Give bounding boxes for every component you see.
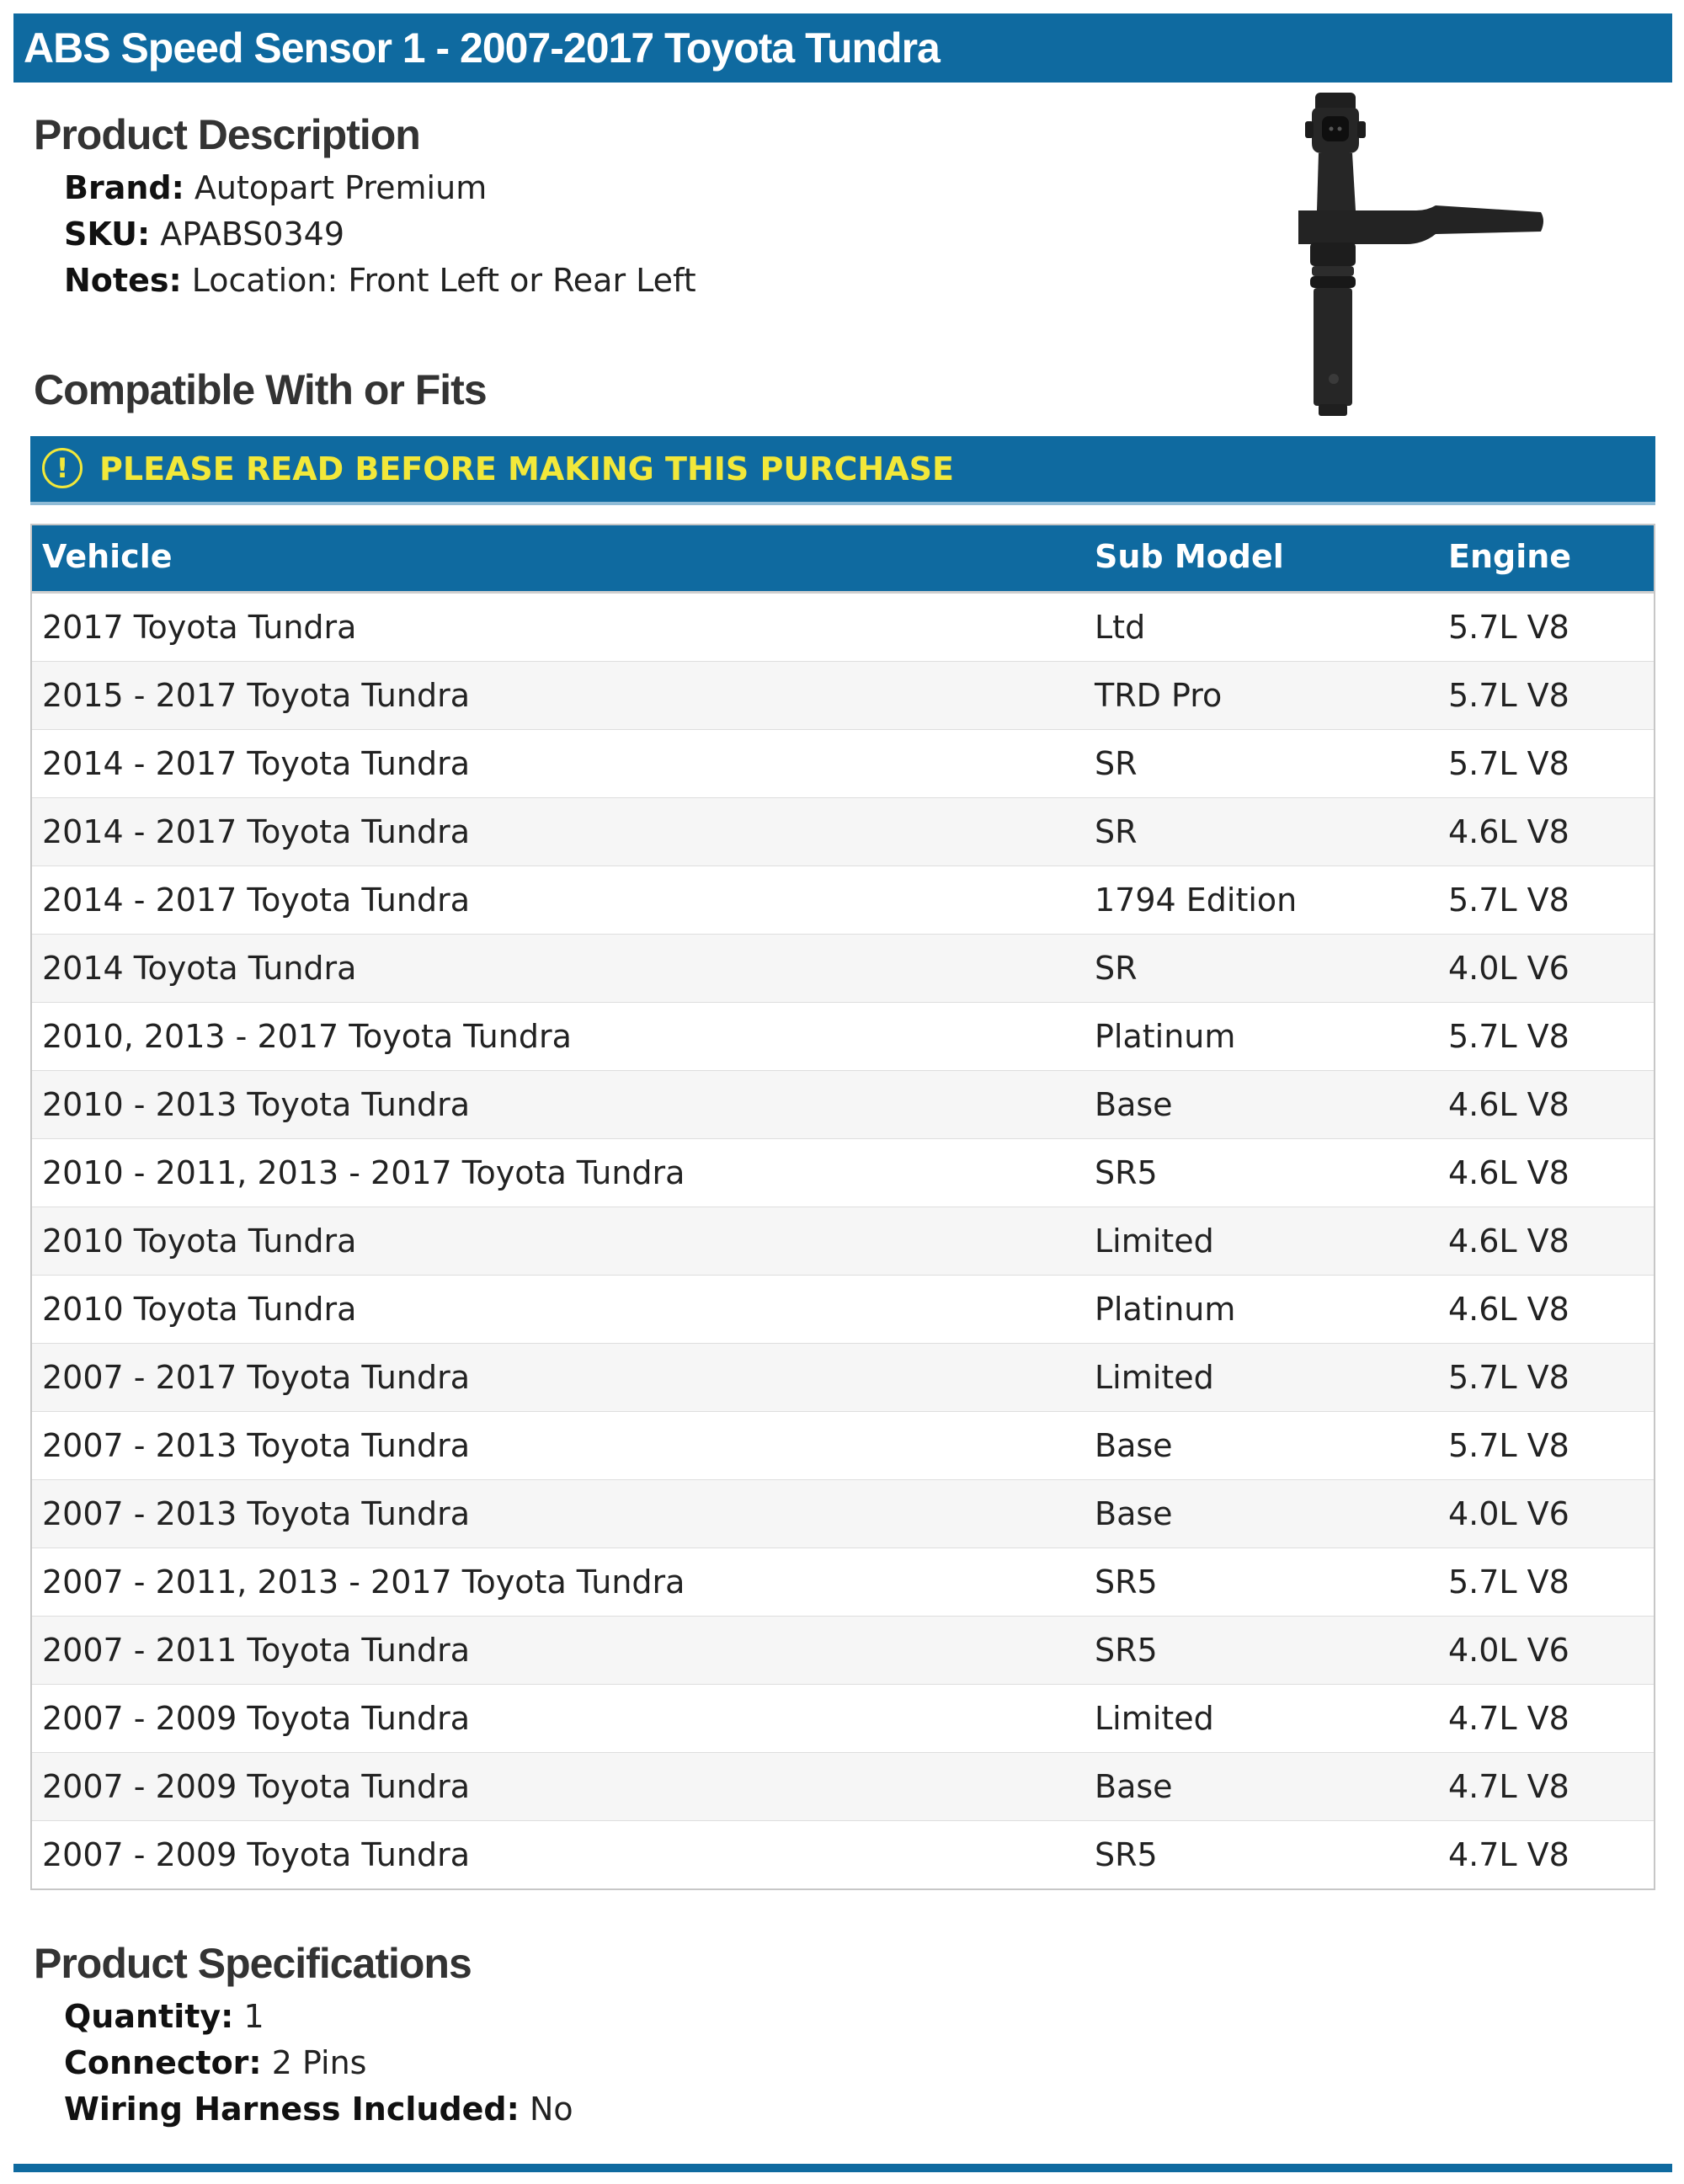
sub-model-cell: Base — [1095, 1086, 1173, 1123]
sub-model-cell: Base — [1095, 1768, 1173, 1805]
product-image — [1288, 84, 1558, 429]
sub-model-cell: Ltd — [1095, 609, 1146, 646]
specifications-list — [64, 1994, 573, 2133]
sub-model-cell: Limited — [1095, 1700, 1214, 1737]
notes-value: Location: Front Left or Rear Left — [191, 262, 696, 299]
quantity-value: 1 — [243, 1998, 264, 2035]
wiring-harness-row — [64, 2086, 573, 2133]
table-row — [32, 1411, 1654, 1479]
sub-model-cell: 1794 Edition — [1095, 882, 1298, 919]
vehicle-cell: 2010, 2013 - 2017 Toyota Tundra — [42, 1018, 572, 1055]
column-header-engine: Engine — [1448, 538, 1572, 575]
vehicle-cell: 2010 Toyota Tundra — [42, 1223, 357, 1260]
sub-model-cell: TRD Pro — [1095, 677, 1223, 714]
engine-cell: 5.7L V8 — [1448, 882, 1569, 919]
quantity-label: Quantity: — [64, 1998, 234, 2035]
bottom-rule — [13, 2164, 1672, 2172]
table-body — [32, 594, 1654, 1888]
table-row — [32, 1070, 1654, 1138]
fitment-table — [30, 524, 1655, 1890]
table-row — [32, 1684, 1654, 1752]
vehicle-cell: 2007 - 2013 Toyota Tundra — [42, 1495, 471, 1532]
engine-cell: 4.0L V6 — [1448, 950, 1569, 987]
table-row — [32, 797, 1654, 866]
engine-cell: 5.7L V8 — [1448, 677, 1569, 714]
table-row — [32, 1207, 1654, 1275]
purchase-notice — [30, 436, 1655, 505]
exclamation-icon: ! — [42, 448, 83, 488]
vehicle-cell: 2014 Toyota Tundra — [42, 950, 357, 987]
sub-model-cell: SR — [1095, 745, 1138, 782]
engine-cell: 4.7L V8 — [1448, 1768, 1569, 1805]
vehicle-cell: 2015 - 2017 Toyota Tundra — [42, 677, 471, 714]
sub-model-cell: Base — [1095, 1427, 1173, 1464]
column-header-sub-model: Sub Model — [1095, 538, 1284, 575]
engine-cell: 4.6L V8 — [1448, 1086, 1569, 1123]
notice-text: PLEASE READ BEFORE MAKING THIS PURCHASE — [99, 450, 954, 487]
vehicle-cell: 2007 - 2009 Toyota Tundra — [42, 1700, 471, 1737]
column-header-vehicle: Vehicle — [42, 538, 173, 575]
sub-model-cell: Platinum — [1095, 1291, 1236, 1328]
engine-cell: 4.6L V8 — [1448, 1154, 1569, 1191]
engine-cell: 4.6L V8 — [1448, 1223, 1569, 1260]
brand-value: Autopart Premium — [194, 169, 488, 206]
engine-cell: 5.7L V8 — [1448, 745, 1569, 782]
table-row — [32, 1343, 1654, 1411]
engine-cell: 5.7L V8 — [1448, 1018, 1569, 1055]
table-row — [32, 1479, 1654, 1547]
sub-model-cell: Base — [1095, 1495, 1173, 1532]
brand-label: Brand: — [64, 169, 184, 206]
table-row — [32, 661, 1654, 729]
vehicle-cell: 2007 - 2009 Toyota Tundra — [42, 1768, 471, 1805]
vehicle-cell: 2010 - 2013 Toyota Tundra — [42, 1086, 471, 1123]
title-bar — [13, 13, 1672, 83]
vehicle-cell: 2007 - 2013 Toyota Tundra — [42, 1427, 471, 1464]
sub-model-cell: SR5 — [1095, 1836, 1158, 1873]
engine-cell: 5.7L V8 — [1448, 609, 1569, 646]
sub-model-cell: Limited — [1095, 1359, 1214, 1396]
vehicle-cell: 2007 - 2011 Toyota Tundra — [42, 1632, 471, 1669]
table-row — [32, 729, 1654, 797]
sub-model-cell: SR — [1095, 813, 1138, 850]
table-row — [32, 1616, 1654, 1684]
notes-label: Notes: — [64, 262, 182, 299]
notes-row — [64, 258, 696, 304]
sub-model-cell: Limited — [1095, 1223, 1214, 1260]
table-row — [32, 1138, 1654, 1207]
sub-model-cell: SR — [1095, 950, 1138, 987]
connector-row — [64, 2040, 573, 2086]
engine-cell: 4.6L V8 — [1448, 813, 1569, 850]
table-header — [32, 525, 1654, 594]
vehicle-cell: 2014 - 2017 Toyota Tundra — [42, 813, 471, 850]
product-description-heading: Product Description — [34, 111, 420, 158]
connector-label: Connector: — [64, 2044, 262, 2081]
sub-model-cell: SR5 — [1095, 1563, 1158, 1601]
table-row — [32, 934, 1654, 1002]
vehicle-cell: 2007 - 2017 Toyota Tundra — [42, 1359, 471, 1396]
sub-model-cell: Platinum — [1095, 1018, 1236, 1055]
table-row — [32, 1820, 1654, 1888]
connector-value: 2 Pins — [271, 2044, 367, 2081]
wiring-harness-label: Wiring Harness Included: — [64, 2091, 520, 2128]
engine-cell: 4.0L V6 — [1448, 1632, 1569, 1669]
engine-cell: 4.0L V6 — [1448, 1495, 1569, 1532]
sku-label: SKU: — [64, 216, 151, 253]
vehicle-cell: 2014 - 2017 Toyota Tundra — [42, 745, 471, 782]
sub-model-cell: SR5 — [1095, 1632, 1158, 1669]
compatible-heading: Compatible With or Fits — [34, 366, 487, 413]
engine-cell: 5.7L V8 — [1448, 1359, 1569, 1396]
table-row — [32, 1752, 1654, 1820]
engine-cell: 5.7L V8 — [1448, 1563, 1569, 1601]
specifications-heading: Product Specifications — [34, 1940, 472, 1987]
product-description-list — [64, 165, 696, 304]
vehicle-cell: 2010 Toyota Tundra — [42, 1291, 357, 1328]
vehicle-cell: 2007 - 2009 Toyota Tundra — [42, 1836, 471, 1873]
sku-row — [64, 211, 696, 258]
quantity-row — [64, 1994, 573, 2040]
vehicle-cell: 2010 - 2011, 2013 - 2017 Toyota Tundra — [42, 1154, 685, 1191]
vehicle-cell: 2007 - 2011, 2013 - 2017 Toyota Tundra — [42, 1563, 685, 1601]
table-row — [32, 594, 1654, 661]
engine-cell: 4.7L V8 — [1448, 1700, 1569, 1737]
table-row — [32, 1002, 1654, 1070]
engine-cell: 5.7L V8 — [1448, 1427, 1569, 1464]
table-row — [32, 1547, 1654, 1616]
brand-row — [64, 165, 696, 211]
table-row — [32, 1275, 1654, 1343]
sku-value: APABS0349 — [160, 216, 345, 253]
wiring-harness-value: No — [529, 2091, 573, 2128]
vehicle-cell: 2014 - 2017 Toyota Tundra — [42, 882, 471, 919]
table-row — [32, 866, 1654, 934]
engine-cell: 4.7L V8 — [1448, 1836, 1569, 1873]
vehicle-cell: 2017 Toyota Tundra — [42, 609, 357, 646]
engine-cell: 4.6L V8 — [1448, 1291, 1569, 1328]
sub-model-cell: SR5 — [1095, 1154, 1158, 1191]
page-title: ABS Speed Sensor 1 - 2007-2017 Toyota Tundra — [24, 24, 940, 72]
